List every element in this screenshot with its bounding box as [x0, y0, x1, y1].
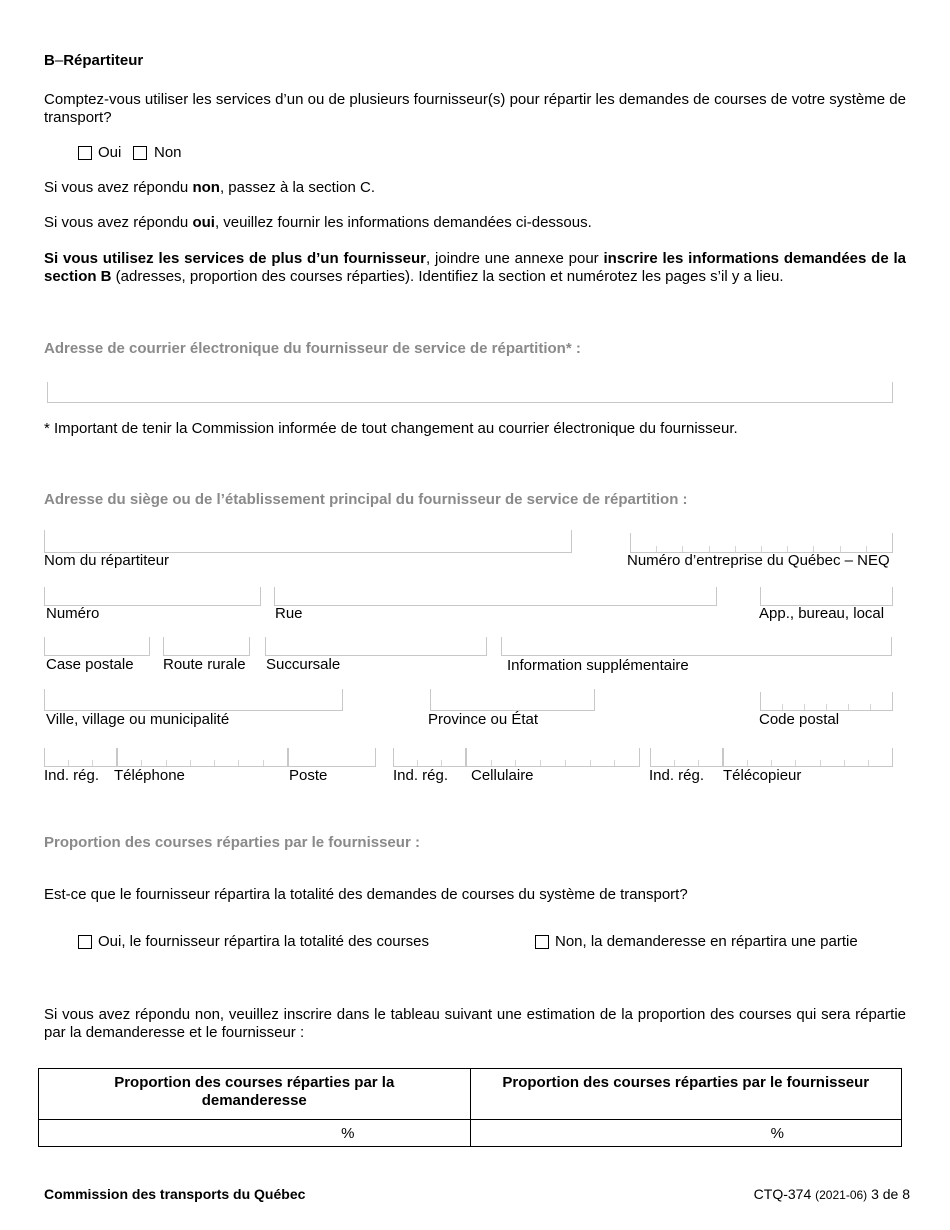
header-fournisseur: Proportion des courses réparties par le fournisseur [470, 1069, 902, 1120]
footer-commission: Commission des transports du Québec [44, 1186, 306, 1202]
ville-input[interactable] [44, 689, 343, 711]
ind2-label: Ind. rég. [393, 767, 449, 784]
info-supp-input[interactable] [501, 637, 892, 656]
cell-label: Cellulaire [471, 767, 534, 784]
numero-label: Numéro [46, 605, 100, 622]
ind-reg-tel-input[interactable] [44, 748, 117, 767]
section-name: Répartiteur [63, 52, 144, 69]
nom-label: Nom du répartiteur [44, 552, 170, 569]
instr-non-c: , passez à la section C. [219, 179, 376, 196]
instruction-multi [44, 250, 906, 286]
telephone-input[interactable] [117, 748, 288, 767]
instruction-non [44, 179, 906, 197]
instr-oui-b: oui [192, 214, 215, 231]
neq-label: Numéro d’entreprise du Québec – NEQ [627, 552, 890, 569]
route-label: Route rurale [163, 656, 246, 673]
proportion-table [38, 1068, 902, 1147]
question-2: Est-ce que le fournisseur répartira la totalité des demandes de courses du système de transport? [44, 886, 688, 903]
email-heading: Adresse de courrier électronique du fournisseur de service de répartition* : [44, 340, 581, 357]
app-label: App., bureau, local [759, 605, 885, 622]
ind3-label: Ind. rég. [649, 767, 705, 784]
cell-demanderesse[interactable] [39, 1120, 471, 1147]
route-rurale-input[interactable] [163, 637, 250, 656]
instr-oui-a: Si vous avez répondu [44, 214, 193, 231]
footer-form-code: CTQ-374 [753, 1186, 812, 1202]
code-postal-input[interactable] [760, 692, 893, 711]
instr-non-a: Si vous avez répondu [44, 179, 193, 196]
footer-form-date: (2021-06) [815, 1188, 868, 1202]
rue-input[interactable] [274, 587, 717, 606]
ind1-label: Ind. rég. [44, 767, 100, 784]
question-3: Si vous avez répondu non, veuillez inscrire dans le tableau suivant une estimation de la proportion des courses qui sera répartie par la demanderesse et le fournisseur : [44, 1006, 906, 1041]
ville-label: Ville, village ou municipalité [46, 711, 230, 728]
table-header-row [39, 1069, 902, 1120]
instr-multi-c: inscrire les informations demandées de la section B [44, 250, 907, 285]
succursale-input[interactable] [265, 637, 487, 656]
province-input[interactable] [430, 689, 595, 711]
totalite-non-label: Non, la demanderesse en répartira une partie [555, 933, 858, 950]
checkbox-non-label: Non [154, 144, 182, 161]
nom-repartiteur-input[interactable] [44, 530, 572, 553]
app-input[interactable] [760, 587, 893, 606]
totalite-oui-label: Oui, le fournisseur répartira la totalité des courses [98, 933, 429, 950]
instr-multi-a: Si vous utilisez les services de plus d’un fournisseur [44, 250, 426, 267]
checkbox-totalite-oui[interactable] [78, 935, 92, 949]
info-label: Information supplémentaire [507, 657, 689, 674]
ind-reg-cell-input[interactable] [393, 748, 466, 767]
email-note: * Important de tenir la Commission informée de tout changement au courrier électronique du fournisseur. [44, 420, 738, 437]
instr-non-b: non [192, 179, 220, 196]
section-title [44, 52, 143, 70]
table-value-row [39, 1120, 902, 1147]
telecopieur-input[interactable] [723, 748, 893, 767]
percent-demanderesse: % [341, 1124, 355, 1142]
percent-fournisseur: % [770, 1124, 784, 1142]
neq-input[interactable] [630, 533, 893, 553]
checkbox-oui-label: Oui [98, 144, 122, 161]
instr-oui-c: , veuillez fournir les informations demandées ci-dessous. [214, 214, 592, 231]
checkbox-totalite-non[interactable] [535, 935, 549, 949]
ind-reg-fax-input[interactable] [650, 748, 723, 767]
instr-multi-d: (adresses, proportion des courses réparties). Identifiez la section et numérotez les pages s’il y a lieu. [111, 268, 784, 285]
case-postale-input[interactable] [44, 637, 150, 656]
section-letter: B [44, 52, 55, 69]
province-label: Province ou État [428, 711, 539, 728]
footer-form-info [754, 1185, 910, 1204]
fax-label: Télécopieur [723, 767, 802, 784]
section-dash: – [54, 52, 64, 69]
poste-label: Poste [289, 767, 328, 784]
instr-multi-b: , joindre une annexe pour [425, 250, 604, 267]
question-1: Comptez-vous utiliser les services d’un ou de plusieurs fournisseur(s) pour répartir les demandes de courses de votre système de transport? [44, 91, 906, 126]
cell-fournisseur[interactable] [470, 1120, 902, 1147]
instruction-oui [44, 214, 906, 232]
email-input[interactable] [47, 382, 893, 403]
tel-label: Téléphone [114, 767, 185, 784]
code-label: Code postal [759, 711, 840, 728]
address-heading: Adresse du siège ou de l’établissement principal du fournisseur de service de répartition : [44, 491, 688, 508]
cellulaire-input[interactable] [466, 748, 640, 767]
checkbox-non[interactable] [133, 146, 147, 160]
proportion-heading: Proportion des courses réparties par le fournisseur : [44, 834, 420, 851]
footer-page: 3 de 8 [871, 1186, 910, 1202]
rue-label: Rue [275, 605, 303, 622]
checkbox-oui[interactable] [78, 146, 92, 160]
header-demanderesse: Proportion des courses réparties par la demanderesse [39, 1069, 471, 1120]
succursale-label: Succursale [266, 656, 341, 673]
case-label: Case postale [46, 656, 134, 673]
numero-input[interactable] [44, 587, 261, 606]
poste-input[interactable] [288, 748, 376, 767]
